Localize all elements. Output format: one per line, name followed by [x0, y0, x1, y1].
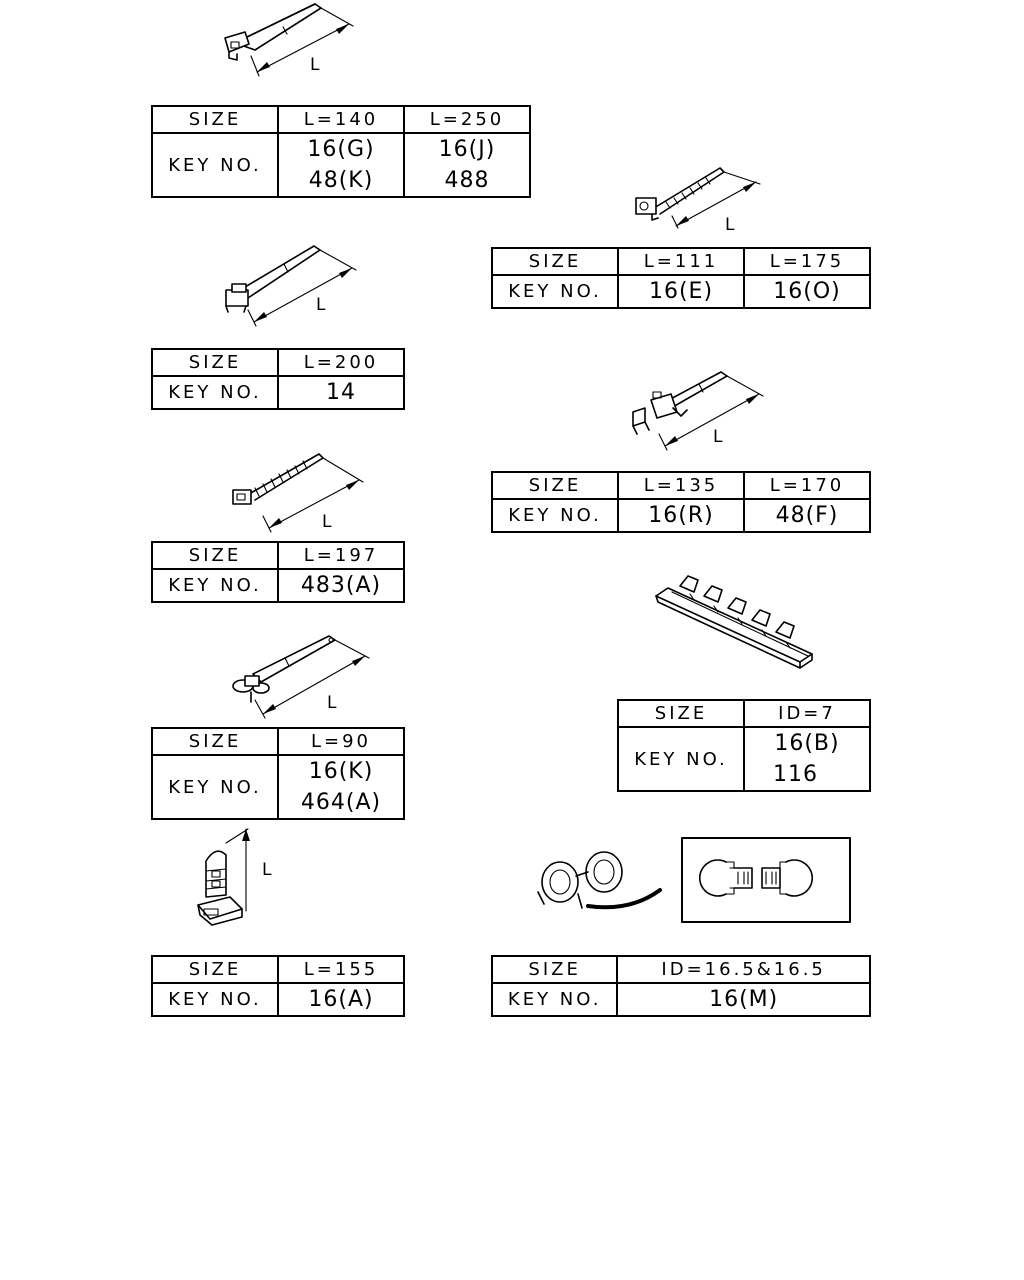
- size-header: SIZE: [152, 349, 278, 376]
- key-no-entry: 16(M): [709, 987, 779, 1012]
- key-no-header: KEY NO.: [152, 983, 278, 1016]
- key-no-value: [744, 275, 870, 308]
- key-no-value: [744, 727, 870, 791]
- length-label: L: [725, 215, 735, 235]
- vertical-cable-tie-figure: [190, 825, 290, 935]
- key-no-value: [618, 275, 744, 308]
- key-no-header: KEY NO.: [152, 755, 278, 819]
- size-header: SIZE: [492, 472, 618, 499]
- key-no-entry: 16(G): [307, 137, 375, 162]
- key-no-value: [278, 569, 404, 602]
- spec-table-9: [491, 955, 871, 1017]
- length-label: L: [262, 860, 272, 880]
- size-header: SIZE: [492, 956, 617, 983]
- spec-table-5: [151, 541, 405, 603]
- key-no-entry: 16(R): [648, 503, 714, 528]
- size-header: SIZE: [618, 700, 744, 727]
- size-header: SIZE: [152, 728, 278, 755]
- size-value: L=140: [278, 106, 404, 133]
- size-header: SIZE: [152, 542, 278, 569]
- size-value: L=111: [618, 248, 744, 275]
- key-no-entry: 488: [444, 168, 490, 193]
- spec-table-3: [151, 348, 405, 410]
- length-label: L: [713, 427, 723, 447]
- size-value: L=135: [618, 472, 744, 499]
- key-no-entry: 14: [326, 380, 356, 405]
- key-no-entry: 16(B): [774, 731, 840, 756]
- size-value: L=170: [744, 472, 870, 499]
- length-label: L: [310, 55, 320, 75]
- key-no-header: KEY NO.: [492, 275, 618, 308]
- key-no-value: [278, 376, 404, 409]
- key-no-header: KEY NO.: [618, 727, 744, 791]
- key-no-entry: 116: [773, 762, 818, 787]
- size-value: L=197: [278, 542, 404, 569]
- cable-tie-figure-6: [225, 630, 375, 720]
- cable-tie-figure-4: [625, 364, 775, 459]
- key-no-entry: 483(A): [300, 573, 382, 598]
- key-no-header: KEY NO.: [152, 133, 278, 197]
- cable-tie-figure-3: [218, 238, 368, 333]
- key-no-entry: 464(A): [300, 790, 382, 815]
- harness-clip-rail-figure: [650, 572, 820, 672]
- spec-table-8: [151, 955, 405, 1017]
- key-no-header: KEY NO.: [492, 983, 617, 1016]
- key-no-header: KEY NO.: [152, 376, 278, 409]
- size-header: SIZE: [492, 248, 618, 275]
- length-label: L: [316, 295, 326, 315]
- key-no-entry: 48(K): [308, 168, 374, 193]
- cable-tie-figure-2: [630, 158, 780, 238]
- length-label: L: [327, 693, 337, 713]
- key-no-entry: 16(K): [308, 759, 374, 784]
- length-label: L: [322, 512, 332, 532]
- key-no-entry: 16(O): [773, 279, 841, 304]
- key-no-entry: 16(J): [438, 137, 496, 162]
- twin-clamp-figure: [530, 832, 860, 927]
- key-no-value: [278, 133, 404, 197]
- size-value: L=155: [278, 956, 404, 983]
- key-no-header: KEY NO.: [492, 499, 618, 532]
- spec-table-2: [491, 247, 871, 309]
- spec-table-7: [151, 727, 405, 820]
- key-no-entry: 16(E): [648, 279, 714, 304]
- key-no-value: [404, 133, 530, 197]
- key-no-value: [744, 499, 870, 532]
- cable-tie-figure-1: [215, 0, 375, 90]
- size-value: L=200: [278, 349, 404, 376]
- size-value: ID=16.5&16.5: [617, 956, 870, 983]
- cable-tie-figure-5: [225, 446, 375, 531]
- spec-table-4: [491, 471, 871, 533]
- size-header: SIZE: [152, 956, 278, 983]
- spec-table-6: [617, 699, 871, 792]
- key-no-value: [278, 755, 404, 819]
- size-value: L=175: [744, 248, 870, 275]
- key-no-value: [618, 499, 744, 532]
- spec-table-1: [151, 105, 531, 198]
- size-value: ID=7: [744, 700, 870, 727]
- size-header: SIZE: [152, 106, 278, 133]
- key-no-value: [278, 983, 404, 1016]
- key-no-entry: 48(F): [775, 503, 839, 528]
- key-no-header: KEY NO.: [152, 569, 278, 602]
- key-no-entry: 16(A): [308, 987, 374, 1012]
- key-no-value: [617, 983, 870, 1016]
- size-value: L=90: [278, 728, 404, 755]
- size-value: L=250: [404, 106, 530, 133]
